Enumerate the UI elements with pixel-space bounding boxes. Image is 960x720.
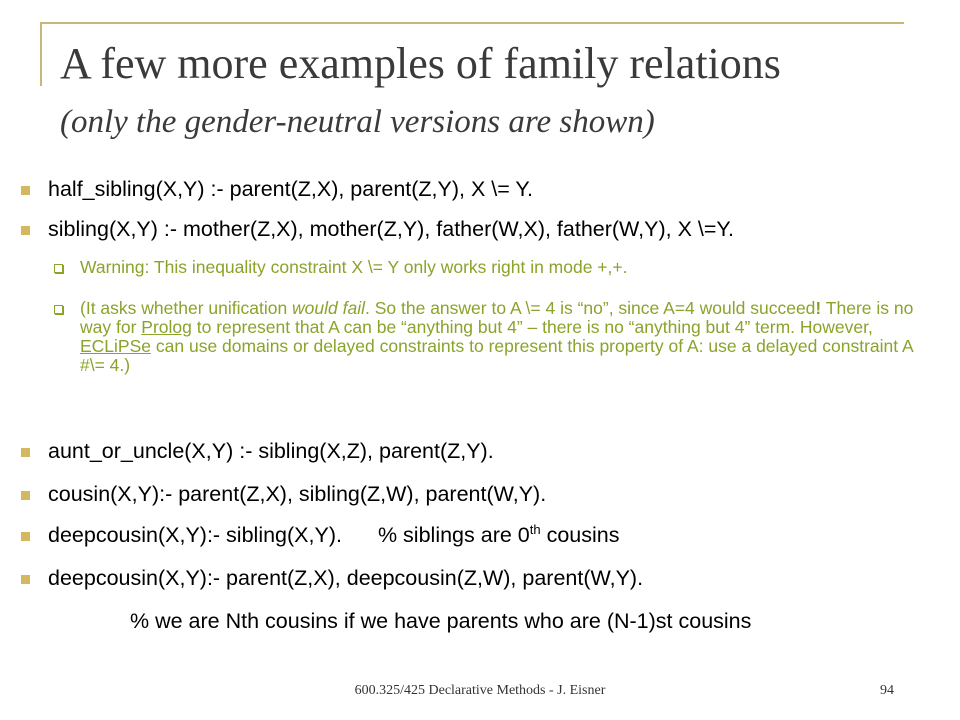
slide-footer: 600.325/425 Declarative Methods - J. Eisner <box>354 683 606 698</box>
note-text-1: (It asks whether unification <box>80 298 293 318</box>
note-bold: ! <box>815 298 822 318</box>
subpoint-warning: Warning: This inequality constraint X \= Y only works right in mode +,+. <box>80 258 940 277</box>
subpoint-note <box>80 299 940 375</box>
bullet-cousin: cousin(X,Y):- parent(Z,X), sibling(Z,W), parent(W,Y). <box>48 482 547 506</box>
superscript-th: th <box>529 521 541 537</box>
page-number: 94 <box>880 683 894 698</box>
note-italic: would fail <box>292 298 366 318</box>
bullet-deepcousin-base <box>48 522 619 548</box>
note-text-4: to represent that A can be “anything but 4” – there is no “anything but 4” term. However, <box>191 317 873 337</box>
prolog-link[interactable]: Prolog <box>141 317 192 337</box>
bullet-half-sibling: half_sibling(X,Y) :- parent(Z,X), parent(Z,Y), X \= Y. <box>48 177 533 201</box>
slide-title: A few more examples of family relations <box>60 39 781 88</box>
note-text-2: . So the answer to A \= 4 is “no”, since A=4 would succeed <box>365 298 816 318</box>
frame-top-line <box>40 22 904 24</box>
frame-left-line <box>40 22 42 86</box>
nth-cousins-comment: % we are Nth cousins if we have parents who are (N-1)st cousins <box>130 609 752 633</box>
deepcousin-base-rule: deepcousin(X,Y):- sibling(X,Y). <box>48 523 342 547</box>
deepcousin-comment: % siblings are 0 <box>377 523 530 547</box>
bullet-sibling: sibling(X,Y) :- mother(Z,X), mother(Z,Y), father(W,X), father(W,Y), X \=Y. <box>48 217 734 241</box>
bullet-aunt-or-uncle: aunt_or_uncle(X,Y) :- sibling(X,Z), parent(Z,Y). <box>48 439 494 463</box>
bullet-deepcousin-recursive: deepcousin(X,Y):- parent(Z,X), deepcousin(Z,W), parent(W,Y). <box>48 566 644 590</box>
note-text-3: There is no way for <box>80 298 914 337</box>
note-text-5: can use domains or delayed constraints to represent this property of A: use a delayed constraint A #\= 4.) <box>80 336 913 375</box>
slide-subtitle: (only the gender-neutral versions are shown) <box>60 104 655 140</box>
eclipse-link[interactable]: ECLiPSe <box>80 336 152 356</box>
deepcousin-comment-end: cousins <box>540 523 620 547</box>
